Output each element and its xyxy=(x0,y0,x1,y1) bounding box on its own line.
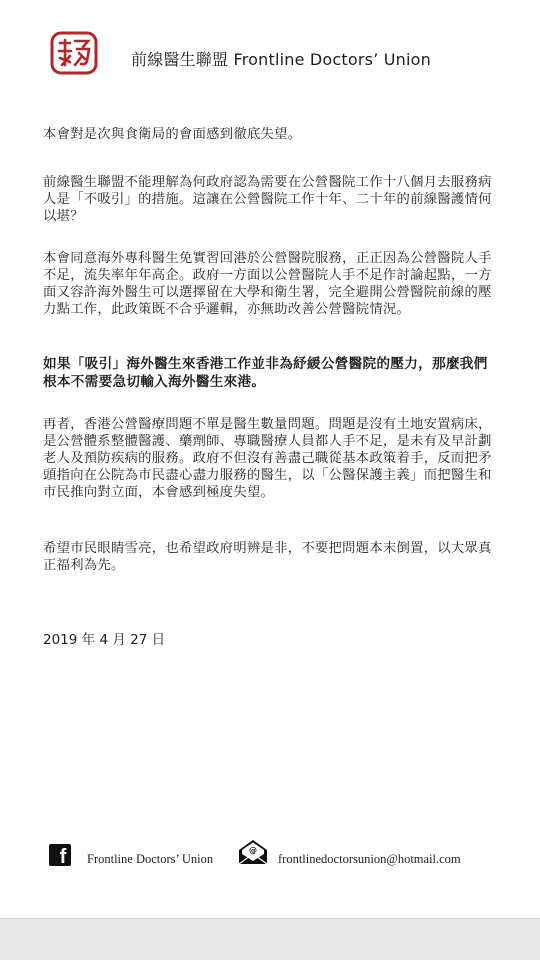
paragraph-1: 本會對是次與食衛局的會面感到徹底失望。 xyxy=(43,127,302,142)
footer xyxy=(0,838,540,878)
paragraph-3: 本會同意海外專科醫生免實習回港於公營醫院服務，正正因為公營醫院人手不足，流失率年年高企。政府一方面以公營醫院人手不足作討論起點，一方面又容許海外醫生可以選擇留在大學和衛生署，完全避開公營醫院前線的壓力點工作，此政策既不合乎邏輯，亦無助改善公營醫院情況。 xyxy=(43,251,492,317)
paragraph-2: 前線醫生聯盟不能理解為何政府認為需要在公營醫院工作十八個月去服務病人是「不吸引」的措施。這讓在公營醫院工作十年、二十年的前線醫護情何以堪？ xyxy=(43,175,492,224)
paragraph-4-emphasis: 如果「吸引」海外醫生來香港工作並非為紓緩公營醫院的壓力，那麼我們根本不需要急切輸入海外醫生來港。 xyxy=(43,356,488,390)
facebook-icon: f xyxy=(49,844,71,866)
email-address: frontlinedoctorsunion@hotmail.com xyxy=(278,852,461,866)
paragraph-5: 再者，香港公營醫療問題不單是醫生數量問題。問題是沒有土地安置病床，是公營體系整體醫護、藥劑師、專職醫療人員都人手不足，是未有及早計劃老人及預防疾病的服務。政府不但沒有善盡己職從基本政策着手，反而把矛頭指向在公院為市民盡心盡力服務的醫生，以「公醫保護主義」而把醫生和市民推向對立面，本會感到極度失望。 xyxy=(43,417,492,500)
paragraph-6: 希望市民眼睛雪亮，也希望政府明辨是非，不要把問題本末倒置，以大眾真正福利為先。 xyxy=(43,541,492,573)
page-title: 前線醫生聯盟 Frontline Doctors’ Union xyxy=(131,50,431,69)
mail-icon xyxy=(237,838,269,866)
facebook-page-name: Frontline Doctors’ Union xyxy=(87,852,214,866)
letter-date: 2019 年 4 月 27 日 xyxy=(43,632,166,648)
union-seal-logo xyxy=(50,31,98,75)
svg-text:@: @ xyxy=(249,846,257,855)
